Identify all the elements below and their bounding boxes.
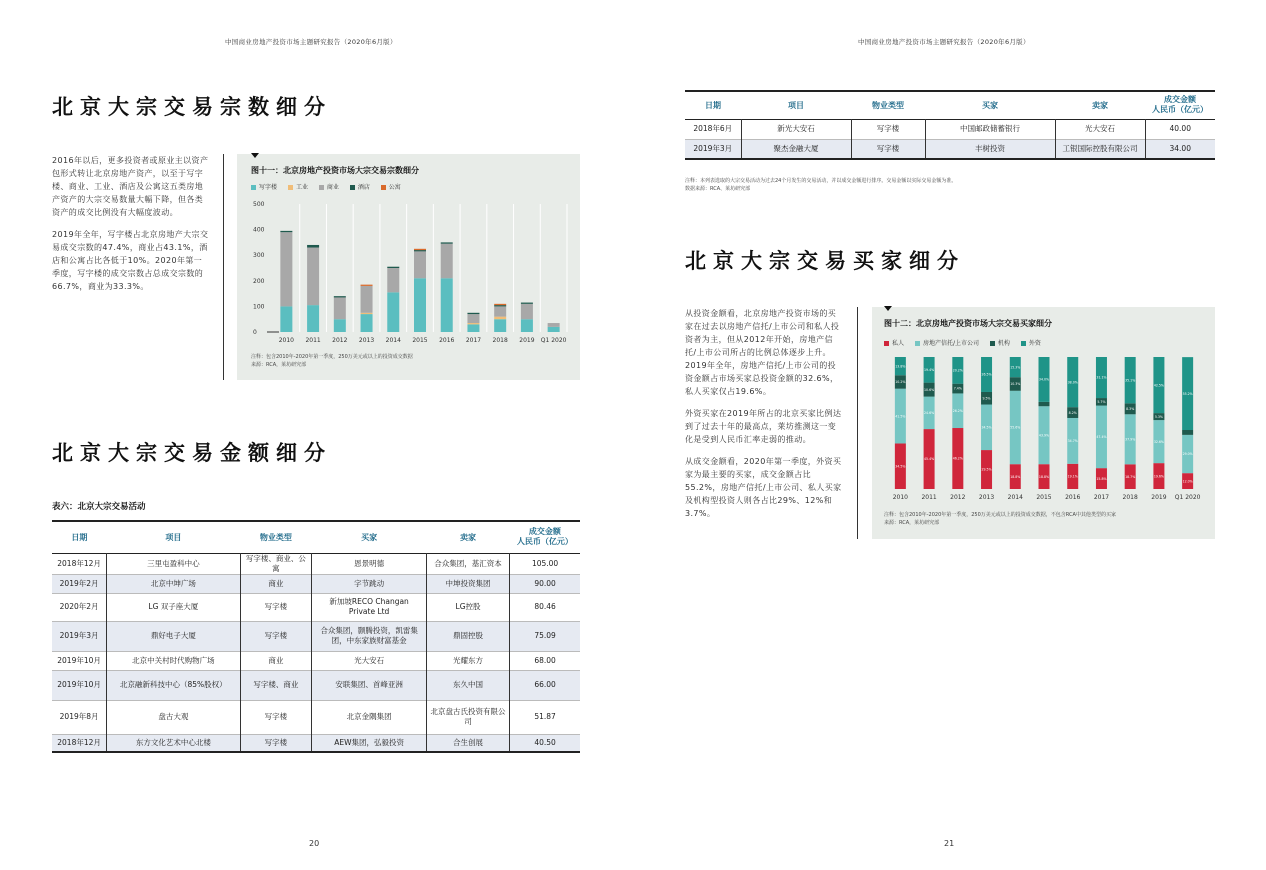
running-header-right: 中国商业房地产投资市场主题研究报告（2020年6月版） [858, 38, 1030, 46]
x-tick-label: 2017 [1093, 494, 1110, 501]
legend-item: 房地产信托/上市公司 [915, 338, 979, 347]
col-header-project: 项目 [788, 100, 804, 110]
cell-amount: 66.00 [510, 670, 580, 700]
bar-segment [494, 319, 506, 332]
legend-swatch [915, 341, 920, 346]
table-title: 表六：北京大宗交易活动 [52, 502, 146, 512]
data-label: 31.1% [1096, 375, 1107, 380]
data-label: 18.8% [1038, 474, 1050, 479]
col-header-seller: 卖家 [460, 532, 477, 542]
bar-segment [494, 317, 506, 320]
chart-figure-11 [237, 154, 580, 380]
bar-segment [334, 296, 346, 297]
col-header-buyer: 买家 [982, 100, 998, 110]
cell-date: 2018年12月 [57, 558, 101, 568]
cell-property-type: 写字楼 [240, 700, 312, 734]
chart-legend [251, 182, 410, 191]
table-row [52, 700, 580, 734]
data-label: 41.5% [895, 414, 906, 419]
bar-segment [361, 314, 373, 332]
cell-buyer: 安联集团、首峰亚洲 [312, 670, 427, 700]
data-label: 12.0% [1182, 479, 1193, 484]
legend-swatch [381, 185, 386, 190]
x-tick-label: 2015 [1036, 494, 1052, 501]
cell-project: 盘古大观 [107, 700, 240, 734]
x-tick-label: 2014 [385, 337, 401, 344]
y-tick-label: 200 [253, 277, 265, 285]
bar-segment [494, 306, 506, 316]
legend-swatch [319, 185, 324, 190]
cell-project: 北京中关村时代购物广场 [107, 651, 240, 670]
cell-seller: 光耀东方 [426, 651, 509, 670]
cell-property-type: 写字楼 [851, 139, 925, 159]
x-tick-label: 2011 [921, 494, 937, 501]
data-label: 13.8% [895, 364, 906, 369]
cell-seller: 鼎固控股 [426, 621, 509, 651]
cell-project: 北京中坤广场 [107, 574, 240, 593]
x-tick-label: 2019 [519, 337, 535, 344]
col-header-property-type: 物业类型 [259, 532, 292, 542]
x-tick-label: 2017 [465, 337, 482, 344]
data-label: 32.6% [1153, 439, 1164, 444]
cell-date: 2018年6月 [693, 124, 733, 133]
bar-segment [441, 244, 453, 279]
bar-segment [387, 292, 399, 332]
legend-item: 商业 [319, 182, 339, 191]
page-number-left: 20 [309, 839, 320, 848]
paragraph: 外资买家在2019年所占的北京买家比例达到了过去十年的最高点，莱坊推测这一变化是受到人民币汇率走弱的推动。 [685, 409, 842, 444]
x-tick-label: Q1 2020 [1174, 494, 1201, 501]
cell-buyer: 新加坡RECO Changan Private Ltd [312, 593, 427, 621]
bar-segment [361, 286, 373, 313]
x-tick-label: 2012 [950, 494, 966, 501]
data-label: 35.1% [1125, 378, 1136, 383]
bar-segment [521, 304, 533, 319]
data-label: 43.9% [1038, 433, 1050, 438]
data-label: 45.4% [924, 457, 935, 462]
col-header-seller: 卖家 [1092, 100, 1108, 110]
transactions-table [52, 520, 580, 753]
data-label: 37.9% [1125, 437, 1136, 442]
cell-amount: 105.00 [510, 553, 580, 574]
cell-seller: 合众集团，基汇资本 [426, 553, 509, 574]
paragraph: 从成交金额看，2020年第一季度，外资买家为最主要的买家，成交金额占比55.2%，房地产信托/上市公司、私人买家及机构型投资人则各占比29%、12%和3.7%。 [685, 457, 842, 518]
bar-segment [441, 242, 453, 243]
cell-seller: 中坤投资集团 [426, 574, 509, 593]
chart-note: 注释：包含2010年-2020年第一季度，250万美元或以上的投资成交数据 来源：RCA，莱坊研究部 [251, 354, 413, 368]
data-label: 10.6% [924, 387, 935, 392]
cell-buyer: 光大安石 [312, 651, 427, 670]
data-label: 26.2% [952, 408, 963, 413]
data-label: 20.2% [952, 368, 963, 373]
bar-segment [280, 231, 292, 232]
data-label: 55.6% [1010, 425, 1021, 430]
data-label: 18.7% [1125, 474, 1136, 479]
legend-swatch [288, 185, 293, 190]
section-title-transaction-count: 北京大宗交易宗数细分 [52, 95, 332, 119]
x-tick-label: 2018 [1122, 494, 1138, 501]
y-tick-label: 500 [253, 201, 265, 208]
data-label: 47.4% [1096, 435, 1107, 440]
x-tick-label: 2012 [332, 337, 348, 344]
bar-segment [361, 285, 373, 286]
data-label: 19.4% [924, 368, 935, 373]
table-row [685, 119, 1215, 139]
legend-item: 外资 [1021, 338, 1041, 347]
data-label: 34.7% [1067, 439, 1078, 444]
right-intro-text [685, 307, 843, 529]
data-label: 34.5% [895, 464, 906, 469]
bar-segment [494, 305, 506, 306]
data-label: 34.5% [981, 425, 992, 430]
section-title-transaction-amount: 北京大宗交易金额细分 [52, 441, 332, 465]
y-tick-label: 0 [253, 329, 257, 336]
table-row [52, 651, 580, 670]
cell-buyer: 丰树投资 [925, 139, 1055, 159]
col-header-date: 日期 [71, 532, 88, 542]
bar-segment [414, 250, 426, 251]
chart-title: 图十二：北京房地产投资市场大宗交易买家细分 [884, 319, 1052, 328]
bar-segment [548, 327, 560, 332]
table-row [52, 670, 580, 700]
data-label: 24.6% [924, 411, 935, 416]
data-label: 8.2% [1068, 410, 1077, 415]
cell-amount: 34.00 [1145, 139, 1215, 159]
cell-project: 聚杰金融大厦 [741, 139, 851, 159]
marker-triangle-icon [251, 153, 259, 158]
data-label: 29.0% [1182, 452, 1193, 457]
legend-item: 机构 [990, 338, 1010, 347]
col-header-project: 项目 [165, 532, 182, 542]
cell-buyer: 中国邮政储蓄银行 [925, 119, 1055, 139]
bar-segment [1182, 430, 1193, 435]
cell-buyer: 恩景明德 [312, 553, 427, 574]
data-label: 29.5% [981, 467, 992, 472]
table-row [52, 593, 580, 621]
paragraph: 2019年全年，写字楼占北京房地产大宗交易成交宗数的47.4%，商业占43.1%，酒店和公寓占比各低于10%。2020年第一季度，写字楼的成交宗数占总成交宗数的66.7%，商业为33.3%。 [52, 230, 209, 291]
chart-figure-12 [872, 307, 1215, 539]
legend-swatch [1021, 341, 1026, 346]
y-tick-label: 100 [253, 303, 265, 311]
x-tick-label: 2011 [305, 337, 321, 344]
table-row [52, 553, 580, 574]
cell-seller: 工银国际控股有限公司 [1055, 139, 1145, 159]
bar-segment [521, 319, 533, 332]
cell-seller: 光大安石 [1055, 119, 1145, 139]
bar-segment [334, 297, 346, 319]
y-tick-label: 400 [253, 226, 265, 234]
legend-swatch [990, 341, 995, 346]
cell-date: 2018年12月 [57, 737, 101, 747]
data-label: 9.5% [982, 396, 991, 401]
bar-segment [334, 319, 346, 332]
x-tick-label: 2016 [1065, 494, 1081, 501]
column-divider [223, 154, 224, 380]
data-label: 5.3% [1154, 414, 1163, 419]
cell-project: 鼎好电子大厦 [107, 621, 240, 651]
cell-amount: 80.46 [510, 593, 580, 621]
legend-item: 公寓 [381, 182, 401, 191]
legend-item: 酒店 [350, 182, 370, 191]
cell-property-type: 商业 [240, 574, 312, 593]
bar-segment [467, 324, 479, 332]
bar-segment [548, 323, 560, 327]
x-tick-label: 2015 [412, 337, 428, 344]
cell-amount: 40.50 [510, 734, 580, 752]
cell-property-type: 写字楼 [240, 621, 312, 651]
transactions-table-continued [685, 90, 1215, 160]
cell-project: 三里屯盈科中心 [107, 553, 240, 574]
bar-segment [307, 305, 319, 332]
x-tick-label: 2010 [278, 337, 295, 344]
cell-date: 2019年3月 [693, 143, 733, 153]
bar-segment [1039, 402, 1050, 406]
cell-property-type: 商业 [240, 651, 312, 670]
page-number-right: 21 [944, 839, 955, 848]
x-tick-label: 2013 [978, 494, 995, 501]
cell-date: 2019年10月 [57, 655, 101, 665]
x-tick-label: 2018 [492, 337, 508, 344]
cell-amount: 40.00 [1145, 119, 1215, 139]
cell-seller: 合生创展 [426, 734, 509, 752]
bar-segment [441, 278, 453, 332]
chart-legend [884, 338, 1050, 347]
bar-segment [467, 323, 479, 324]
cell-seller: 东久中国 [426, 670, 509, 700]
data-label: 10.2% [895, 380, 906, 385]
bar-segment [414, 251, 426, 278]
data-label: 7.4% [953, 386, 962, 391]
table-note: 注释：本列表选取的大宗交易活动为过去24个月发生的交易活动，并以成交金额进行排序。交易金额以实际交易金额为准。 数据来源：RCA、莱坊研究部 [685, 178, 957, 192]
data-label: 19.6% [1153, 474, 1164, 479]
bar-segment [521, 303, 533, 304]
cell-buyer: AEW集团，弘毅投资 [312, 734, 427, 752]
bar-segment [414, 278, 426, 332]
data-label: 46.2% [952, 456, 963, 461]
data-label: 34.0% [1038, 377, 1050, 382]
x-tick-label: 2013 [358, 337, 375, 344]
left-intro-text [52, 154, 210, 302]
data-label: 15.3% [1010, 365, 1021, 370]
col-header-amount: 成交金额 人民币（亿元） [1152, 95, 1208, 115]
cell-project: 东方文化艺术中心北楼 [107, 734, 240, 752]
cell-property-type: 写字楼 [851, 119, 925, 139]
cell-seller: LG控股 [426, 593, 509, 621]
col-header-property-type: 物业类型 [872, 100, 904, 110]
table-row [685, 139, 1215, 159]
section-title-buyer-breakdown: 北京大宗交易买家细分 [685, 249, 965, 273]
cell-seller: 北京盘古氏投资有限公司 [426, 700, 509, 734]
data-label: 38.0% [1067, 380, 1078, 385]
legend-swatch [350, 185, 355, 190]
cell-property-type: 写字楼、商业 [240, 670, 312, 700]
legend-swatch [251, 185, 256, 190]
col-header-date: 日期 [705, 100, 721, 110]
bar-segment [387, 267, 399, 268]
cell-date: 2019年10月 [57, 680, 101, 689]
data-label: 18.8% [1010, 474, 1021, 479]
bar-segment [387, 268, 399, 292]
paragraph: 从投资金额看，北京房地产投资市场的买家在过去以房地产信托/上市公司和私人投资者为主，但从2012年开始，房地产信托/上市公司所占的比例总体逐步上升。2019年全年，房地产信托/上市公司的投资金额占市场买家总投资金额的32.6%，私人买家仅占19.6%。 [685, 309, 840, 396]
data-label: 55.2% [1182, 391, 1193, 396]
x-tick-label: 2010 [892, 494, 909, 501]
data-label: 8.3% [1126, 407, 1135, 412]
cell-date: 2019年3月 [59, 631, 99, 640]
cell-project: 新光大安石 [741, 119, 851, 139]
col-header-buyer: 买家 [361, 532, 378, 542]
cell-buyer: 合众集团，颢腾投资，凯雷集团，中东家族财富基金 [312, 621, 427, 651]
paragraph: 2016年以后，更多投资者或原业主以资产包形式转让北京房地产资产，以至于写字楼、商业、工业、酒店及公寓这五类房地产资产的大宗交易数量大幅下降，但各类资产的成交比例没有大幅度波动。 [52, 156, 209, 217]
cell-project: 北京融新科技中心（85%股权） [107, 670, 240, 700]
bar-segment [414, 249, 426, 250]
data-label: 42.5% [1153, 383, 1164, 388]
bar-segment [494, 304, 506, 305]
running-header-left: 中国商业房地产投资市场主题研究报告（2020年6月版） [225, 38, 397, 46]
data-label: 15.8% [1096, 476, 1107, 481]
bar-segment [361, 313, 373, 314]
legend-item: 写字楼 [251, 182, 277, 191]
data-label: 19.1% [1067, 474, 1078, 479]
table-row [52, 574, 580, 593]
x-tick-label: Q1 2020 [540, 337, 567, 344]
bar-segment [280, 306, 292, 332]
bar-segment [467, 313, 479, 314]
bar-segment [467, 314, 479, 323]
chart-note: 注释：包含2010年-2020年第一季度，250万美元或以上的投资成交数据，不包含RCA中其他类型的买家 来源：RCA，莱坊研究部 [884, 512, 1116, 526]
cell-amount: 75.09 [510, 621, 580, 651]
table-row [52, 734, 580, 752]
y-tick-label: 300 [253, 252, 265, 260]
data-label: 26.5% [981, 372, 992, 377]
cell-buyer: 北京金隅集团 [312, 700, 427, 734]
x-tick-label: 2014 [1007, 494, 1023, 501]
cell-property-type: 写字楼、商业、公寓 [240, 553, 312, 574]
marker-triangle-icon [884, 306, 892, 311]
cell-date: 2019年8月 [59, 712, 99, 721]
column-divider [857, 307, 858, 539]
legend-item: 工业 [288, 182, 308, 191]
bar-segment [307, 245, 319, 248]
cell-buyer: 字节跳动 [312, 574, 427, 593]
cell-project: LG 双子座大厦 [107, 593, 240, 621]
cell-property-type: 写字楼 [240, 734, 312, 752]
cell-amount: 51.87 [510, 700, 580, 734]
col-header-amount: 成交金额 人民币（亿元） [516, 527, 573, 547]
chart-plot-area [872, 351, 1215, 511]
cell-amount: 90.00 [510, 574, 580, 593]
bar-segment [307, 248, 319, 306]
data-label: 10.3% [1010, 382, 1021, 387]
legend-swatch [884, 341, 889, 346]
bar-segment [280, 232, 292, 306]
table-row [52, 621, 580, 651]
chart-title: 图十一：北京房地产投资市场大宗交易宗数细分 [251, 166, 419, 175]
x-tick-label: 2019 [1151, 494, 1167, 501]
cell-property-type: 写字楼 [240, 593, 312, 621]
cell-amount: 68.00 [510, 651, 580, 670]
cell-date: 2019年2月 [59, 578, 99, 588]
cell-date: 2020年2月 [59, 602, 99, 611]
data-label: 5.7% [1097, 400, 1106, 405]
legend-item: 私人 [884, 338, 904, 347]
x-tick-label: 2016 [439, 337, 455, 344]
